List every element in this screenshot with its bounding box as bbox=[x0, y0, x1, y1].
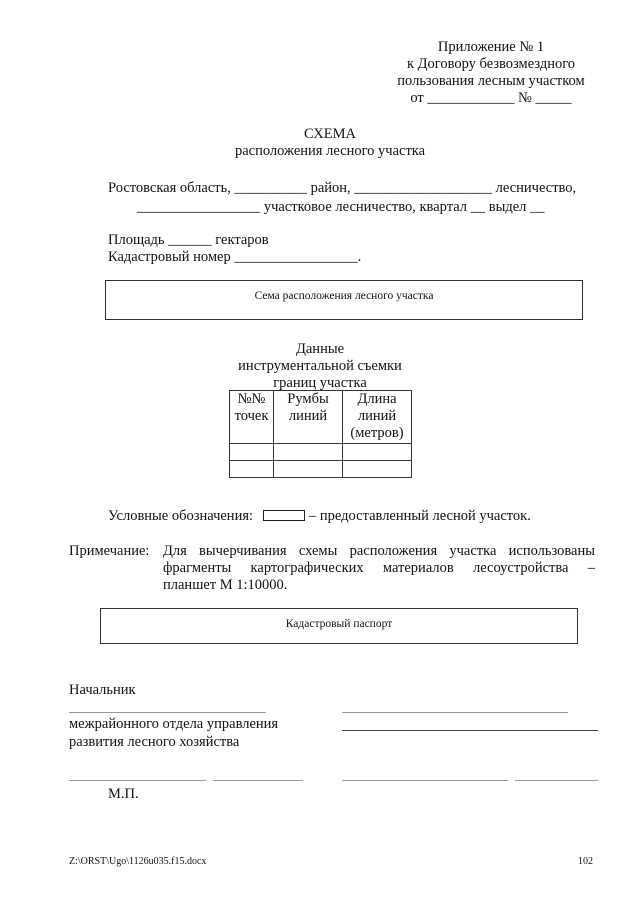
legend-description: – предоставленный лесной участок. bbox=[309, 508, 531, 524]
footer-page-number: 102 bbox=[578, 856, 593, 867]
note-line-3: планшет М 1:10000. bbox=[163, 577, 288, 593]
signature-title-2: межрайонного отдела управления bbox=[69, 716, 279, 732]
col-length-header: Длина линий (метров) bbox=[343, 391, 412, 444]
appendix-contract-type: пользования лесным участком bbox=[397, 73, 585, 89]
cadastral-passport-label: Кадастровый паспорт bbox=[285, 618, 393, 630]
survey-table-header bbox=[230, 391, 412, 444]
cadastral-passport-box bbox=[100, 608, 578, 644]
survey-heading-1: Данные bbox=[295, 341, 345, 357]
note-label: Примечание: bbox=[69, 543, 150, 559]
signature-name-line-1 bbox=[69, 780, 206, 781]
survey-heading-2: инструментальной съемки bbox=[238, 358, 402, 374]
note-line-2: фрагменты картографических материалов лесоустройства – bbox=[163, 560, 595, 576]
table-cell bbox=[230, 461, 274, 478]
signature-underline-right-1 bbox=[342, 712, 568, 713]
cadastral-number-line: Кадастровый номер _________________. bbox=[108, 249, 362, 265]
legend-label: Условные обозначения: bbox=[108, 508, 254, 524]
signature-name-line-2 bbox=[213, 780, 303, 781]
location-line-2: _________________ участковое лесничество, квартал __ выдел __ bbox=[137, 199, 545, 215]
appendix-header bbox=[380, 39, 602, 107]
signature-title-3: развития лесного хозяйства bbox=[69, 734, 240, 750]
col-bearings-header: Румбы линий bbox=[274, 391, 343, 444]
table-cell bbox=[274, 461, 343, 478]
area-line: Площадь ______ гектаров bbox=[108, 232, 269, 248]
title-sub: расположения лесного участка bbox=[234, 143, 426, 159]
appendix-number: Приложение № 1 bbox=[437, 39, 545, 55]
legend-symbol-box bbox=[263, 510, 305, 521]
table-cell bbox=[343, 444, 412, 461]
signature-underline-left bbox=[69, 712, 266, 713]
survey-heading bbox=[210, 341, 430, 392]
table-row bbox=[230, 444, 412, 461]
signature-title-1: Начальник bbox=[69, 682, 136, 698]
survey-heading-3: границ участка bbox=[273, 375, 367, 391]
page-title bbox=[180, 126, 480, 160]
signature-line-right-2 bbox=[342, 730, 598, 731]
footer-file-path: Z:\ORST\Ugo\1126u035.f15.docx bbox=[69, 856, 207, 867]
legend bbox=[108, 508, 531, 525]
table-cell bbox=[230, 444, 274, 461]
col-points-header: №№ точек bbox=[230, 391, 274, 444]
note-line-1: Для вычерчивания схемы расположения участка использованы bbox=[163, 543, 595, 559]
stamp-label: М.П. bbox=[108, 786, 139, 802]
scheme-box-label: Сема расположения лесного участка bbox=[254, 290, 434, 302]
location-line-1: Ростовская область, __________ район, ___________________ лесничество, bbox=[108, 180, 577, 196]
title-main: СХЕМА bbox=[304, 126, 356, 142]
signature-name-line-4 bbox=[515, 780, 598, 781]
appendix-contract: к Договору безвозмездного bbox=[406, 56, 576, 72]
survey-table bbox=[229, 390, 412, 478]
table-cell bbox=[274, 444, 343, 461]
table-row bbox=[230, 461, 412, 478]
scheme-box bbox=[105, 280, 583, 320]
signature-name-line-3 bbox=[342, 780, 508, 781]
appendix-date-number: от ____________ № _____ bbox=[410, 90, 572, 106]
table-cell bbox=[343, 461, 412, 478]
